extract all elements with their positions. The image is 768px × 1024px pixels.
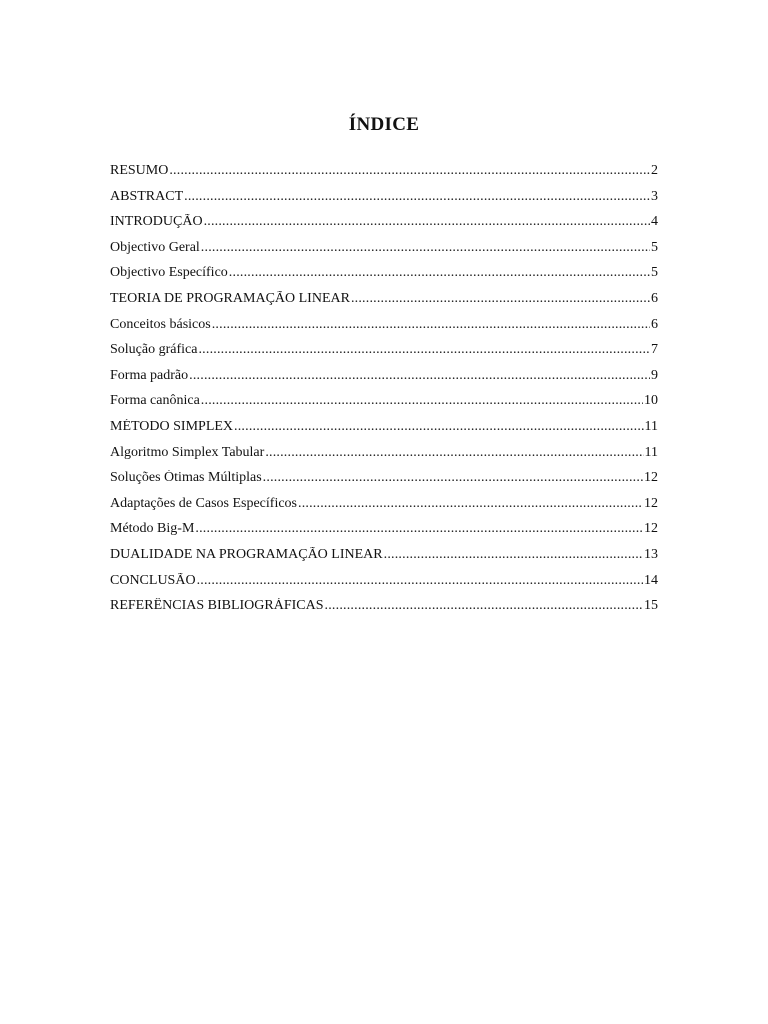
toc-entry[interactable] — [110, 496, 658, 522]
toc-entry-page: 3 — [651, 188, 658, 204]
toc-entry-page: 12 — [644, 470, 658, 486]
toc-entry[interactable] — [110, 214, 658, 240]
toc-entry[interactable] — [110, 240, 658, 266]
toc-entry-label: Soluções Ótimas Múltiplas — [110, 470, 262, 486]
toc-dot-leader — [197, 573, 643, 589]
toc-entry-page: 12 — [644, 521, 658, 537]
toc-entry[interactable] — [110, 342, 658, 368]
toc-entry[interactable] — [110, 393, 658, 419]
toc-entry-page: 6 — [651, 290, 658, 306]
toc-entry-page: 11 — [644, 444, 658, 460]
toc-entry[interactable] — [110, 291, 658, 317]
toc-entry[interactable] — [110, 445, 658, 471]
toc-entry-label: MÉTODO SIMPLEX — [110, 418, 234, 434]
toc-entry[interactable] — [110, 265, 658, 291]
toc-entry-label: CONCLUSÃO — [110, 572, 196, 588]
toc-entry-page: 2 — [651, 163, 658, 178]
toc-dot-leader — [263, 470, 643, 486]
toc-entry[interactable] — [110, 163, 658, 189]
toc-entry-label: Conceitos básicos — [110, 316, 211, 332]
toc-entry-label: INTRODUÇÃO — [110, 214, 203, 230]
toc-entry-page: 10 — [644, 393, 658, 409]
toc-dot-leader — [201, 393, 643, 409]
toc-entry-label: REFERÊNCIAS BIBLIOGRÁFICAS — [110, 598, 324, 614]
toc-dot-leader — [212, 317, 650, 333]
toc-entry[interactable] — [110, 189, 658, 215]
toc-entry[interactable] — [110, 470, 658, 496]
toc-entry-label: Forma canônica — [110, 393, 200, 409]
toc-entry-page: 7 — [651, 342, 658, 358]
toc-dot-leader — [265, 445, 643, 461]
toc-dot-leader — [234, 419, 643, 435]
toc-entry-label: RESUMO — [110, 163, 169, 178]
toc-entry-page: 14 — [644, 572, 658, 588]
toc-entry[interactable] — [110, 317, 658, 343]
toc-entry-page: 9 — [651, 367, 658, 383]
toc-entry-page: 15 — [644, 598, 658, 614]
table-of-contents — [110, 163, 658, 624]
toc-dot-leader — [201, 240, 650, 256]
toc-entry-page: 13 — [644, 546, 658, 562]
toc-dot-leader — [229, 265, 650, 281]
page-title: ÍNDICE — [348, 114, 420, 135]
toc-entry-label: Solução gráfica — [110, 342, 198, 358]
toc-entry[interactable] — [110, 598, 658, 624]
toc-dot-leader — [198, 342, 650, 358]
toc-entry[interactable] — [110, 368, 658, 394]
toc-dot-leader — [298, 496, 643, 512]
toc-entry-page: 5 — [651, 239, 658, 255]
toc-entry-label: ABSTRACT — [110, 188, 184, 204]
toc-dot-leader — [184, 189, 650, 205]
toc-dot-leader — [204, 214, 650, 230]
toc-dot-leader — [169, 163, 650, 179]
toc-entry[interactable] — [110, 521, 658, 547]
toc-dot-leader — [189, 368, 650, 384]
toc-entry-label: Adaptações de Casos Específicos — [110, 495, 297, 511]
toc-dot-leader — [325, 598, 643, 614]
toc-entry-page: 5 — [651, 265, 658, 281]
toc-entry-page: 12 — [644, 495, 658, 511]
toc-entry-page: 11 — [644, 418, 658, 434]
toc-entry-label: Algoritmo Simplex Tabular — [110, 444, 265, 460]
toc-dot-leader — [351, 291, 650, 307]
toc-dot-leader — [384, 547, 643, 563]
toc-entry-page: 4 — [651, 214, 658, 230]
toc-entry-label: Objectivo Específico — [110, 265, 228, 281]
toc-entry-label: DUALIDADE NA PROGRAMAÇÃO LINEAR — [110, 546, 383, 562]
toc-entry-label: TEORIA DE PROGRAMAÇÃO LINEAR — [110, 290, 350, 306]
toc-entry-label: Método Big-M — [110, 521, 195, 537]
toc-entry-label: Forma padrão — [110, 367, 189, 383]
toc-entry[interactable] — [110, 547, 658, 573]
toc-entry-label: Objectivo Geral — [110, 239, 200, 255]
toc-entry[interactable] — [110, 573, 658, 599]
toc-dot-leader — [195, 521, 643, 537]
toc-entry[interactable] — [110, 419, 658, 445]
toc-entry-page: 6 — [651, 316, 658, 332]
